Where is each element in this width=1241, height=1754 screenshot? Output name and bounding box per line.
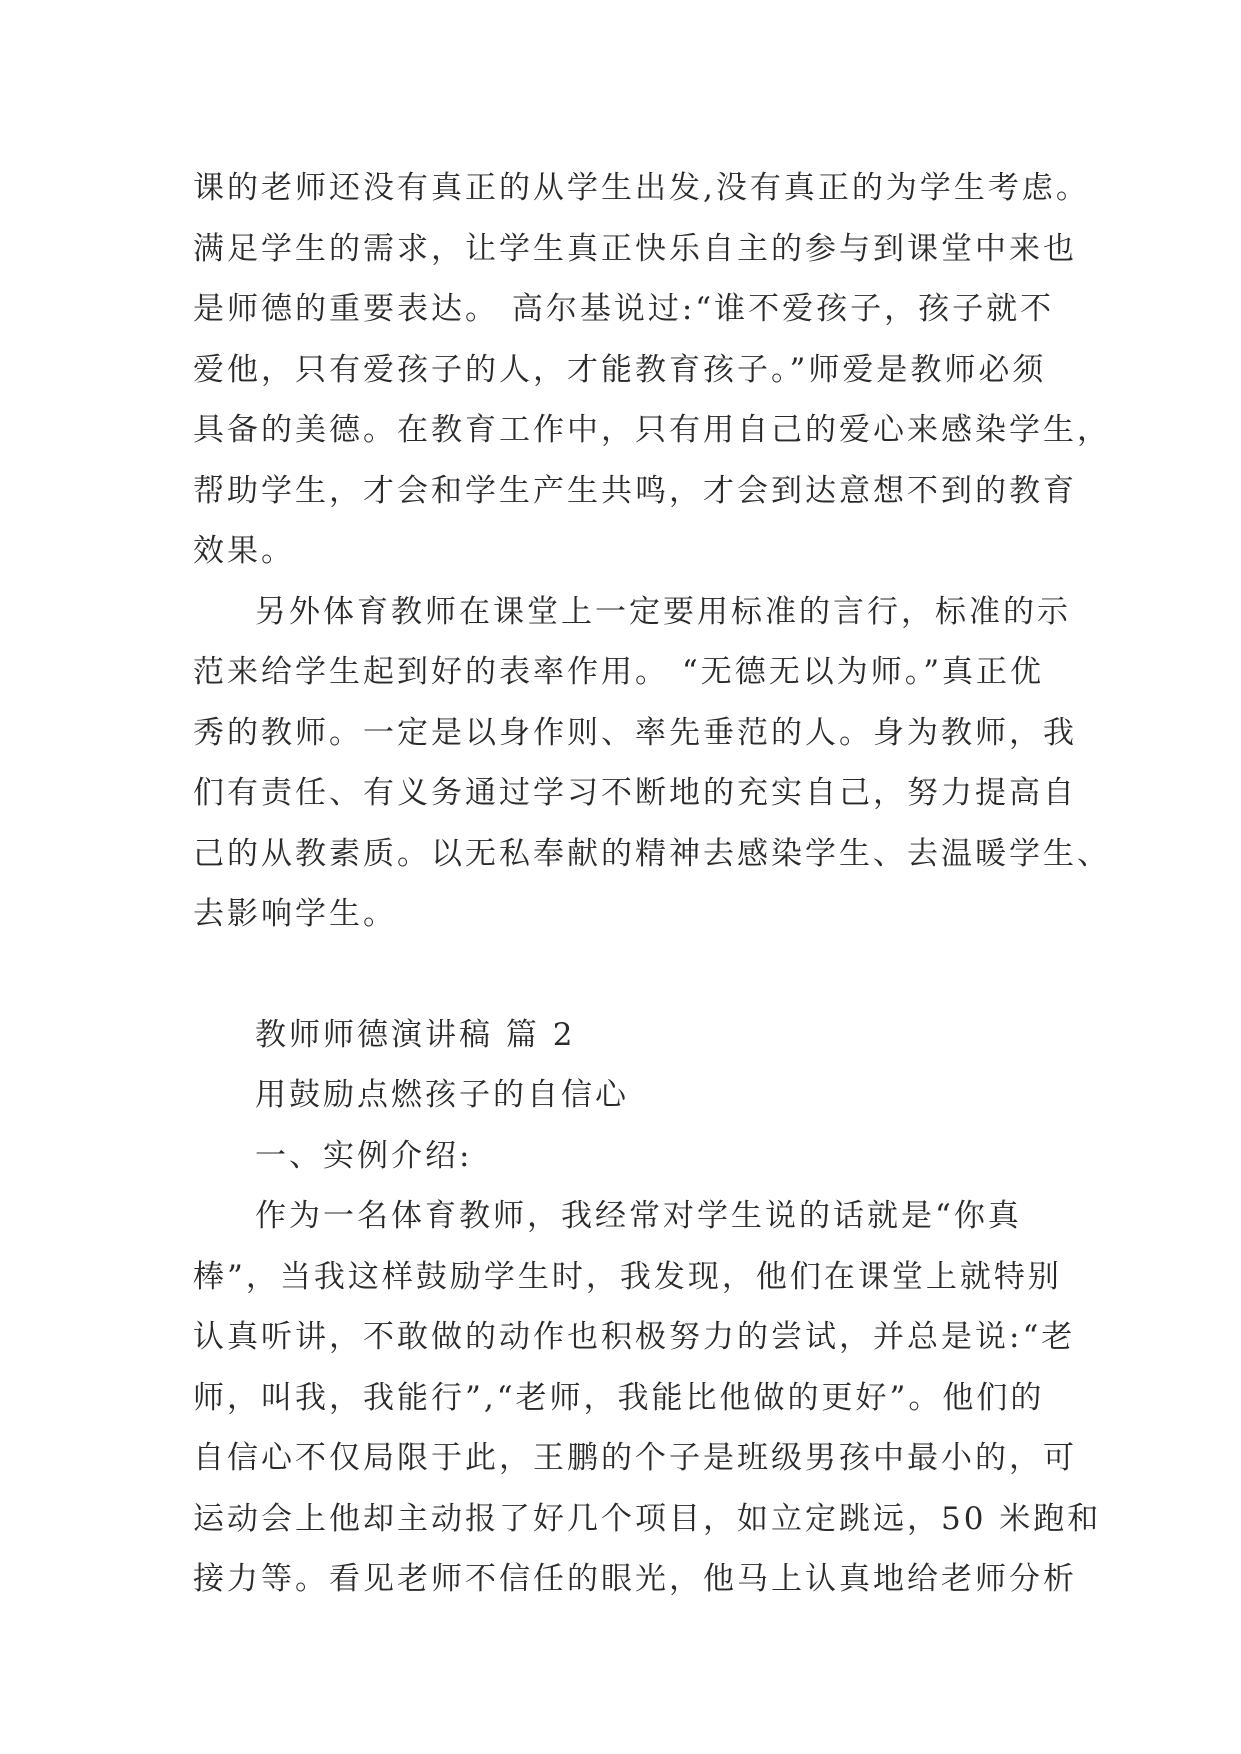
text-line: 运动会上他却主动报了好几个项目，如立定跳远，50 米跑和 bbox=[193, 1500, 1102, 1537]
text-line: 认真听讲，不敢做的动作也积极努力的尝试，并总是说:“老 bbox=[193, 1319, 1076, 1355]
text-line: 具备的美德。在教育工作中，只有用自己的爱心来感染学生， bbox=[193, 412, 1111, 448]
text-line: 满足学生的需求，让学生真正快乐自主的参与到课堂中来也 bbox=[193, 230, 1077, 267]
text-line: 另外体育教师在课堂上一定要用标准的言行，标准的示 bbox=[255, 593, 1071, 630]
paragraph-3 bbox=[193, 1186, 1102, 1610]
text-line: 己的从教素质。以无私奉献的精神去感染学生、去温暖学生、 bbox=[193, 835, 1111, 872]
text-line: 帮助学生，才会和学生产生共鸣，才会到达意想不到的教育 bbox=[193, 472, 1077, 509]
paragraph-1 bbox=[193, 158, 1111, 582]
text-line: 效果。 bbox=[193, 533, 295, 569]
text-line: 爱他，只有爱孩子的人，才能教育孩子。”师爱是教师必须 bbox=[193, 351, 1047, 388]
text-line: 师，叫我，我能行”,“老师，我能比他做的更好”。他们的 bbox=[193, 1379, 1045, 1416]
text-line: 去影响学生。 bbox=[193, 896, 397, 932]
paragraph-gap bbox=[193, 945, 1093, 1005]
text-line: 课的老师还没有真正的从学生出发,没有真正的为学生考虑。 bbox=[193, 170, 1090, 206]
text-line: 接力等。看见老师不信任的眼光，他马上认真地给老师分析 bbox=[193, 1561, 1077, 1597]
section-heading: 一、实例介绍: bbox=[255, 1137, 473, 1174]
text-line: 棒”，当我这样鼓励学生时，我发现，他们在课堂上就特别 bbox=[193, 1258, 1062, 1295]
section-subtitle: 用鼓励点燃孩子的自信心 bbox=[255, 1077, 629, 1113]
document-body bbox=[193, 158, 1111, 1610]
paragraph-2 bbox=[193, 582, 1111, 945]
text-line: 自信心不仅局限于此，王鹏的个子是班级男孩中最小的，可 bbox=[193, 1440, 1077, 1476]
text-line: 是师德的重要表达。 高尔基说过:“谁不爱孩子，孩子就不 bbox=[193, 291, 1055, 327]
section-title: 教师师德演讲稿 篇 2 bbox=[255, 1016, 576, 1053]
text-line: 们有责任、有义务通过学习不断地的充实自己，努力提高自 bbox=[193, 775, 1077, 811]
text-line: 作为一名体育教师，我经常对学生说的话就是“你真 bbox=[255, 1198, 1022, 1234]
text-line: 秀的教师。一定是以身作则、率先垂范的人。身为教师，我 bbox=[193, 714, 1077, 751]
text-line: 范来给学生起到好的表率作用。 “无德无以为师。”真正优 bbox=[193, 654, 1045, 690]
